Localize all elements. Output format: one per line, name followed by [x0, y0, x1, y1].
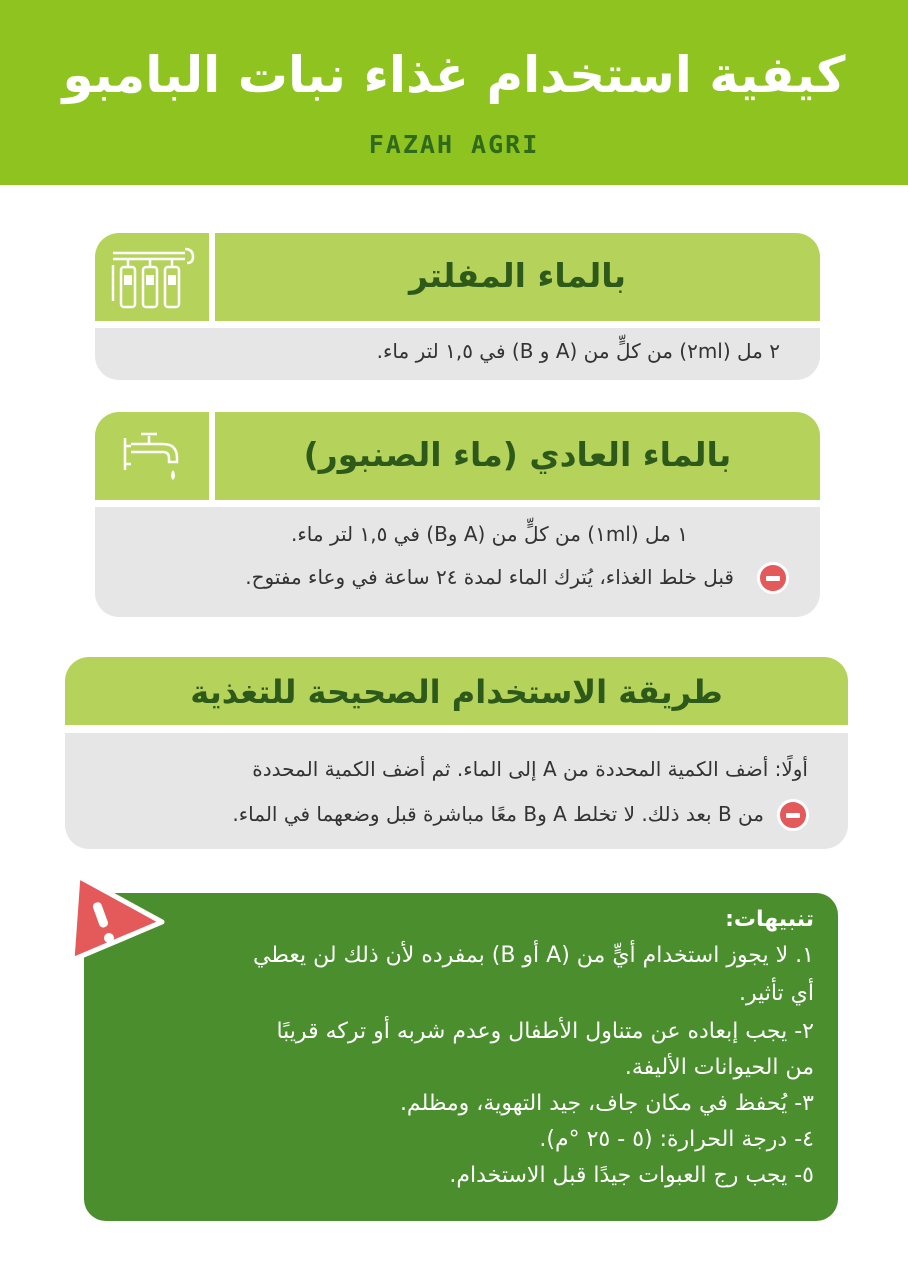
tap-water-title: بالماء العادي (ماء الصنبور): [303, 435, 732, 474]
filtered-water-title: بالماء المفلتر: [408, 256, 627, 295]
warning-line: ١. لا يجوز استخدام أيٍّ من (A أو B) بمفرده لأن ذلك لن يعطي: [253, 943, 814, 968]
warnings-box: [84, 893, 838, 1221]
usage-step-a: أولًا: أضف الكمية المحددة من A إلى الماء. ثم أضف الكمية المحددة: [252, 757, 808, 781]
warning-line: من الحيوانات الأليفة.: [624, 1055, 814, 1080]
filtered-water-dosage: ٢ مل (٢ml) من كلٍّ من (A و B) في ١,٥ لتر ماء.: [376, 339, 780, 363]
minus-circle-icon: [757, 562, 789, 594]
tap-water-rest-note: قبل خلط الغذاء، يُترك الماء لمدة ٢٤ ساعة في وعاء مفتوح.: [245, 565, 734, 589]
warning-line: أي تأثير.: [738, 981, 814, 1006]
warning-line: ٣- يُحفظ في مكان جاف، جيد التهوية، ومظلم.: [399, 1091, 814, 1116]
usage-title: طريقة الاستخدام الصحيحة للتغذية: [190, 673, 723, 711]
filtered-water-card: [95, 233, 820, 380]
minus-circle-icon: [777, 799, 809, 831]
header-banner: [0, 0, 908, 185]
warning-line: ٤- درجة الحرارة: (٥ - ٢٥ °م).: [539, 1127, 814, 1152]
usage-card: [65, 657, 848, 849]
tap-water-dosage: ١ مل (١ml) من كلٍّ من (A وB) في ١,٥ لتر ماء.: [291, 522, 688, 546]
usage-step-b: من B بعد ذلك. لا تخلط A وB معًا مباشرة قبل وضعهما في الماء.: [232, 802, 764, 826]
water-filter-icon: [107, 241, 197, 313]
warning-line: ٢- يجب إبعاده عن متناول الأطفال وعدم شربه أو تركه قريبًا: [276, 1019, 814, 1044]
warnings-heading: تنبيهات:: [725, 907, 814, 932]
page-title: كيفية استخدام غذاء نبات البامبو: [62, 46, 846, 104]
faucet-icon: [119, 426, 189, 490]
warning-icon: [58, 868, 168, 968]
brand-name: FAZAH AGRI: [368, 130, 540, 159]
warning-line: ٥- يجب رج العبوات جيدًا قبل الاستخدام.: [449, 1163, 814, 1188]
tap-water-card: [95, 412, 820, 617]
card-body: [65, 733, 848, 849]
